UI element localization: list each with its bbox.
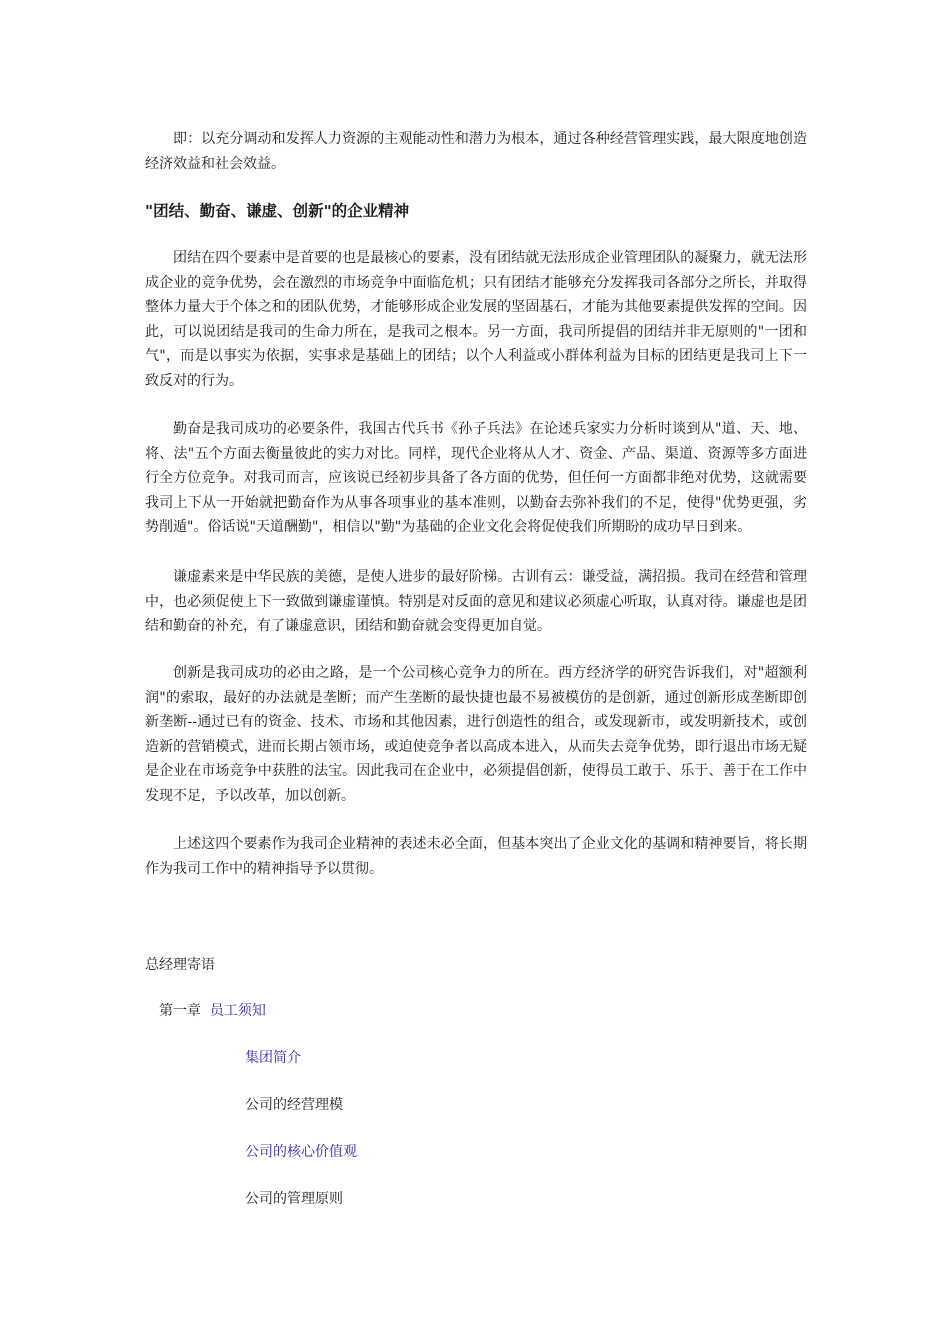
toc-title: 总经理寄语 [145,957,215,973]
paragraph-summary: 上述这四个要素作为我司企业精神的表述未必全面，但基本突出了企业文化的基调和精神要旨，将长期作为我司工作中的精神指导予以贯彻。 [145,836,807,877]
chapter-link-employee-guide[interactable]: 员工须知 [209,1003,266,1019]
chapter-prefix: 第一章 [159,1003,201,1019]
toc-item-core-values[interactable]: 公司的核心价值观 [245,1144,357,1160]
intro-paragraph: 即：以充分调动和发挥人力资源的主观能动性和潜力为根本，通过各种经营管理实践，最大限度地创造经济效益和社会效益。 [145,131,807,172]
toc-item-management-principles: 公司的管理原则 [245,1191,343,1207]
paragraph-diligence: 勤奋是我司成功的必要条件，我国古代兵书《孙子兵法》在论述兵家实力分析时谈到从"道、天、地、将、法"五个方面去衡量彼此的实力对比。同样，现代企业将从人才、资金、产品、渠道、资源等多方面进行全方位竞争。对我司而言，应该说已经初步具备了各方面的优势，但任何一方面都非绝对优势，这就需要我司上下从一开始就把勤奋作为从事各项事业的基本准则，以勤奋去弥补我们的不足，使得"优势更强，劣势削遁"。俗话说"天道酬勤"，相信以"勤"为基础的企业文化会将促使我们所期盼的成功早日到来。 [145,421,807,535]
toc-item-business-model: 公司的经营理模 [245,1097,343,1113]
section-heading: "团结、勤奋、谦虚、创新"的企业精神 [145,202,410,220]
paragraph-innovation: 创新是我司成功的必由之路，是一个公司核心竞争力的所在。西方经济学的研究告诉我们，对"超额利润"的索取，最好的办法就是垄断；而产生垄断的最快捷也最不易被模仿的是创新，通过创新形成垄断即创新垄断--通过已有的资金、技术、市场和其他因素，进行创造性的组合，或发现新市，或发明新技术，或创造新的营销模式，进而长期占领市场，或迫使竞争者以高成本进入，从而失去竞争优势，即行退出市场无疑是企业在市场竞争中获胜的法宝。因此我司在企业中，必须提倡创新，使得员工敢于、乐于、善于在工作中发现不足，予以改革，加以创新。 [145,665,807,804]
paragraph-unity: 团结在四个要素中是首要的也是最核心的要素，没有团结就无法形成企业管理团队的凝聚力，就无法形成企业的竞争优势，会在激烈的市场竞争中面临危机；只有团结才能够充分发挥我司各部分之所长，并取得整体力量大于个体之和的团队优势，才能够形成企业发展的坚固基石，才能为其他要素提供发挥的空间。因此，可以说团结是我司的生命力所在，是我司之根本。另一方面，我司所提倡的团结并非无原则的"一团和气"，而是以事实为依据，实事求是基础上的团结；以个人利益或小群体利益为目标的团结更是我司上下一致反对的行为。 [145,250,807,389]
toc-item-group-intro[interactable]: 集团简介 [245,1050,301,1066]
toc-chapter-1 [159,1001,266,1021]
paragraph-modesty: 谦虚素来是中华民族的美德，是使人进步的最好阶梯。古训有云：谦受益，满招损。我司在经营和管理中，也必须促使上下一致做到谦虚谨慎。特别是对反面的意见和建议必须虚心听取，认真对待。谦虚也是团结和勤奋的补充，有了谦虚意识，团结和勤奋就会变得更加自觉。 [145,569,807,634]
